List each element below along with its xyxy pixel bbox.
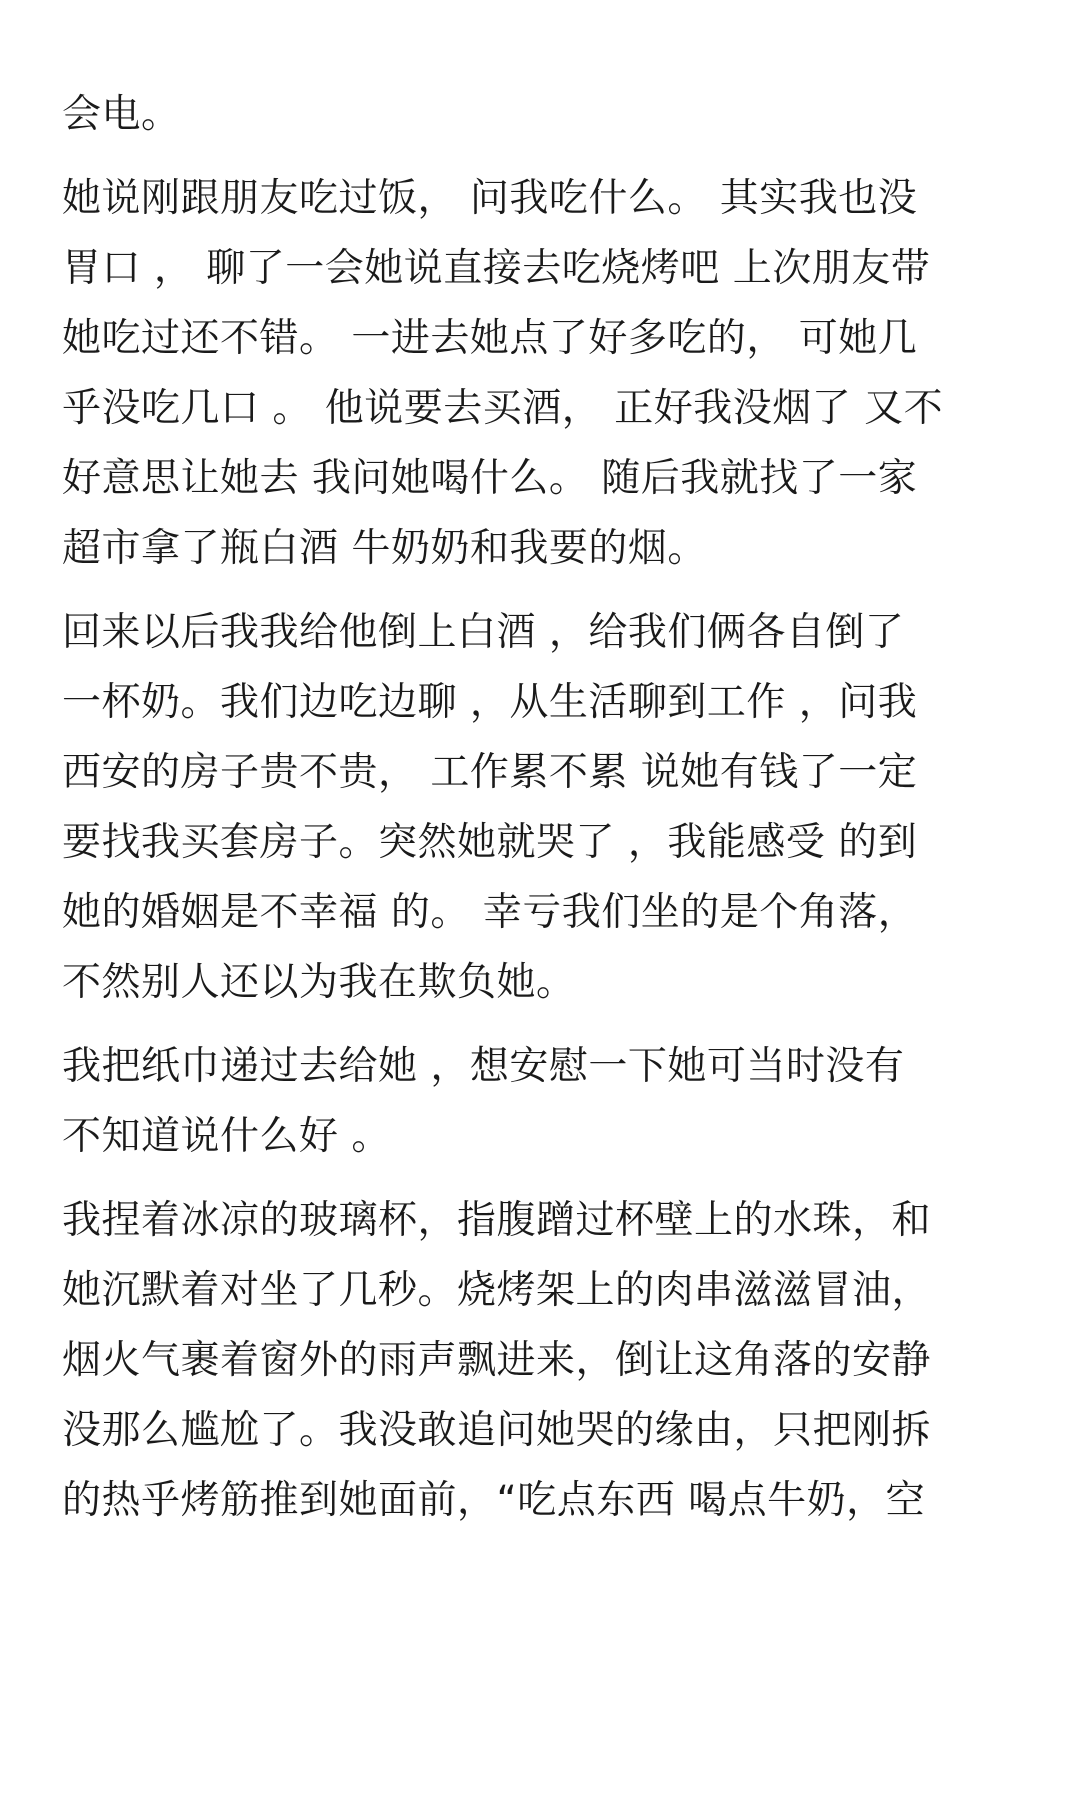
text-line: 她说刚跟朋友吃过饭， 问我吃什么。 其实我也没 [62, 176, 918, 221]
text-line: 超市拿了瓶白酒 牛奶奶和我要的烟。 [62, 526, 707, 571]
text-line: 会电。 [62, 92, 181, 137]
text-line: 西安的房子贵不贵， 工作累不累 说她有钱了一定 [62, 750, 918, 795]
text-line: 回来以后我我给他倒上白酒 ，给我们俩各自倒了 [62, 610, 905, 655]
text-line: 她沉默着对坐了几秒。烧烤架上的肉串滋滋冒油， [62, 1268, 932, 1313]
text-line: 我捏着冰凉的玻璃杯，指腹蹭过杯壁上的水珠，和 [62, 1198, 932, 1243]
text-line: 胃口 ， 聊了一会她说直接去吃烧烤吧 上次朋友带 [62, 246, 931, 291]
text-line: 她的婚姻是不幸福 的。 幸亏我们坐的是个角落， [62, 890, 918, 935]
text-line: 一杯奶。我们边吃边聊 ，从生活聊到工作 ，问我 [62, 680, 918, 725]
text-line: 的热乎烤筋推到她面前，“吃点东西 喝点牛奶，空 [62, 1478, 926, 1523]
text-line: 没那么尴尬了。我没敢追问她哭的缘由，只把刚拆 [62, 1408, 932, 1453]
text-line: 我把纸巾递过去给她 ，想安慰一下她可当时没有 [62, 1044, 905, 1089]
text-line: 不然别人还以为我在欺负她。 [62, 960, 576, 1005]
text-line: 她吃过还不错。 一进去她点了好多吃的， 可她几 [62, 316, 918, 361]
text-line: 不知道说什么好 。 [62, 1114, 391, 1159]
text-line: 要找我买套房子。突然她就哭了 ，我能感受 的到 [62, 820, 918, 865]
text-line: 好意思让她去 我问她喝什么。 随后我就找了一家 [62, 456, 918, 501]
text-line: 烟火气裹着窗外的雨声飘进来，倒让这角落的安静 [62, 1338, 932, 1383]
text-line: 乎没吃几口 。 他说要去买酒， 正好我没烟了 又不 [62, 386, 944, 431]
